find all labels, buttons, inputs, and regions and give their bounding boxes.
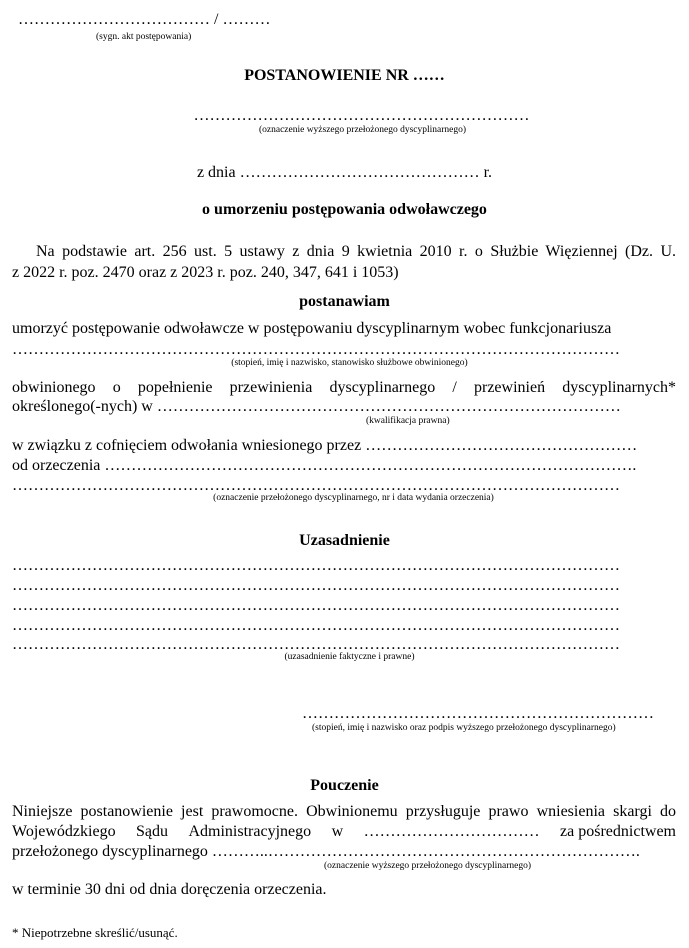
document-subject: o umorzeniu postępowania odwoławczego — [202, 201, 487, 218]
decision-heading: postanawiam — [299, 293, 390, 310]
case-number-line: ……………………………… / ……… — [18, 11, 271, 28]
document-title: POSTANOWIENIE NR …… — [244, 67, 445, 84]
decision-line-1: umorzyć postępowanie odwoławcze w postępowaniu dyscyplinarnym wobec funkcjonariusza — [12, 320, 612, 337]
justification-line: …………………………………………………………………………………………………… — [12, 617, 620, 634]
instruction-line-3: przełożonego dyscyplinarnego ………..……………………………………………………………. — [12, 843, 640, 860]
ruling-caption: (oznaczenie przełożonego dyscyplinarnego, nr i data wydania orzeczenia) — [213, 493, 494, 503]
justification-line: …………………………………………………………………………………………………… — [12, 577, 620, 594]
officer-caption: (stopień, imię i nazwisko, stanowisko służbowe obwinionego) — [231, 358, 468, 368]
charge-line-1: obwinionego o popełnienie przewinienia dyscyplinarnego / przewinień dyscyplinarnych* — [12, 379, 676, 396]
instruction-line-1: Niniejsze postanowienie jest prawomocne. Obwinionemu przysługuje prawo wniesienia skargi do — [12, 803, 676, 820]
instruction-line-2 — [12, 822, 676, 841]
justification-caption: (uzasadnienie faktyczne i prawne) — [284, 652, 415, 662]
withdrawal-line-1: w związku z cofnięciem odwołania wniesionego przez …………………………………………… — [12, 437, 638, 454]
date-line: z dnia ……………………………………… r. — [196, 164, 493, 181]
instruction-word: Sądu — [136, 823, 169, 840]
superior-dotted-line: ……………………………………………………… — [193, 107, 530, 124]
ruling-dotted-line: …………………………………………………………………………………………………… — [12, 477, 620, 494]
footnote: * Niepotrzebne skreślić/usunąć. — [12, 925, 178, 940]
legal-basis-line-2: z 2022 r. poz. 2470 oraz z 2023 r. poz. 240, 347, 641 i 1053) — [12, 264, 399, 281]
superior-caption: (oznaczenie wyższego przełożonego dyscyplinarnego) — [258, 125, 467, 135]
charge-caption: (kwalifikacja prawna) — [366, 416, 450, 426]
court-dotted-field: …………………………… — [363, 823, 540, 840]
justification-line: …………………………………………………………………………………………………… — [12, 597, 620, 614]
instruction-heading: Pouczenie — [310, 777, 379, 794]
signature-dotted-line: ………………………………………………………… — [302, 705, 654, 722]
legal-basis-line-1: Na podstawie art. 256 ust. 5 ustawy z dnia 9 kwietnia 2010 r. o Służbie Więziennej (Dz. U. — [36, 243, 676, 260]
instruction-word: Wojewódzkiego — [12, 823, 116, 840]
case-number-caption: (sygn. akt postępowania) — [96, 32, 192, 42]
justification-line: …………………………………………………………………………………………………… — [12, 557, 620, 574]
justification-heading: Uzasadnienie — [299, 532, 390, 549]
charge-line-2: określonego(-nych) w …………………………………………………………………………… — [12, 398, 621, 415]
instruction-line-4: w terminie 30 dni od dnia doręczenia orzeczenia. — [12, 881, 327, 898]
justification-line: …………………………………………………………………………………………………… — [12, 636, 620, 653]
signature-caption: (stopień, imię i nazwisko oraz podpis wyższego przełożonego dyscyplinarnego) — [312, 723, 616, 733]
instruction-word: za pośrednictwem — [560, 823, 676, 840]
withdrawal-line-2: od orzeczenia ………………………………………………………………………………………. — [12, 457, 637, 474]
instruction-line-3-caption: (oznaczenie wyższego przełożonego dyscyplinarnego) — [324, 861, 532, 871]
officer-dotted-line: …………………………………………………………………………………………………… — [12, 341, 620, 358]
instruction-word: Administracyjnego — [188, 823, 312, 840]
instruction-word: w — [331, 823, 344, 840]
